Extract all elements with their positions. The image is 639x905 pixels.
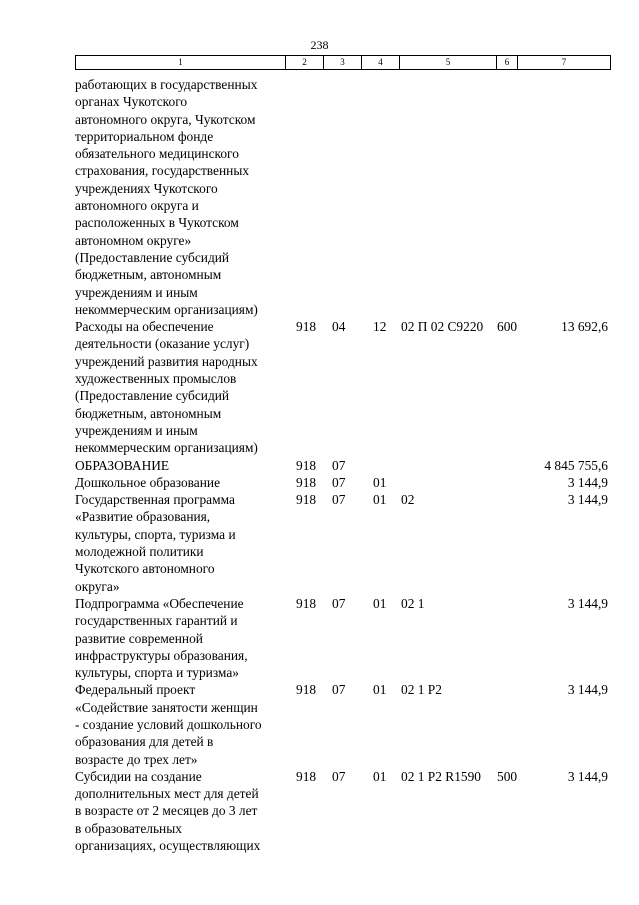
expense-type-cell: 600	[497, 319, 518, 335]
expense-type-cell	[496, 491, 517, 595]
section-code-cell: 07	[332, 768, 346, 784]
subsection-code-cell: 01	[373, 595, 387, 611]
ministry-code-cell: 918	[296, 474, 317, 490]
item-name-cell	[75, 768, 285, 854]
item-name-line: Дошкольное образование	[75, 474, 221, 490]
item-name-cell	[75, 595, 285, 681]
item-name-line: Государственная программа	[75, 492, 235, 508]
item-name-line: «Развитие образования,	[75, 509, 211, 525]
amount-cell: 3 144,9	[567, 768, 608, 784]
table-row	[75, 318, 610, 456]
item-name-line: деятельности (оказание услуг)	[75, 336, 250, 352]
ministry-code-cell: 918	[296, 595, 317, 611]
item-name-cell	[75, 681, 285, 767]
target-article-cell: 02 1	[401, 595, 425, 611]
target-article-cell: 02 П 02 С9220	[401, 319, 484, 335]
table-row	[75, 595, 610, 681]
amount-cell: 3 144,9	[567, 595, 608, 611]
target-article-cell	[399, 457, 496, 474]
target-article-cell	[399, 474, 496, 491]
item-name-line: Расходы на обеспечение	[75, 319, 214, 335]
section-code-cell: 07	[332, 457, 346, 473]
table-row	[75, 457, 610, 474]
budget-table	[75, 76, 610, 854]
expense-type-cell	[496, 595, 517, 681]
table-row	[75, 474, 610, 491]
expense-type-cell	[496, 474, 517, 491]
column-header-row	[76, 56, 611, 70]
item-name-line: дополнительных мест для детей	[75, 786, 259, 802]
column-number-2: 2	[286, 56, 324, 70]
item-name-cell	[75, 491, 285, 595]
subsection-code-cell: 01	[373, 682, 387, 698]
ministry-code-cell: 918	[296, 457, 317, 473]
item-name-line: культуры, спорта, туризма и	[75, 526, 236, 542]
amount-cell: 3 144,9	[567, 474, 608, 490]
item-name-line: некоммерческим организациям)	[75, 301, 258, 317]
section-code-cell	[323, 76, 361, 318]
item-name-line: Федеральный проект	[75, 682, 196, 698]
amount-cell: 3 144,9	[567, 682, 608, 698]
column-header-table	[75, 55, 611, 70]
table-row	[75, 768, 610, 854]
item-name-line: культуры, спорта и туризма»	[75, 665, 239, 681]
item-name-line: работающих в государственных	[75, 77, 258, 92]
target-article-cell: 02 1 P2 R1590	[401, 768, 481, 784]
ministry-code-cell: 918	[296, 319, 317, 335]
item-name-line: учреждениям и иным	[75, 422, 198, 438]
section-code-cell: 07	[332, 492, 346, 508]
section-code-cell: 04	[332, 319, 346, 335]
item-name-line: ОБРАЗОВАНИЕ	[75, 457, 170, 473]
table-row	[75, 491, 610, 595]
column-number-4: 4	[362, 56, 400, 70]
item-name-line: территориальном фонде	[75, 128, 214, 144]
amount-cell	[517, 76, 610, 318]
item-name-line: учреждениях Чукотского	[75, 180, 218, 196]
item-name-line: автономном округе»	[75, 232, 192, 248]
item-name-line: автономного округа, Чукотском	[75, 111, 256, 127]
column-number-1: 1	[76, 56, 286, 70]
ministry-code-cell: 918	[296, 768, 317, 784]
subsection-code-cell: 12	[373, 319, 387, 335]
ministry-code-cell: 918	[296, 492, 317, 508]
item-name-line: Субсидии на создание	[75, 768, 202, 784]
item-name-line: организациях, осуществляющих	[75, 838, 261, 854]
item-name-line: органах Чукотского	[75, 94, 188, 110]
section-code-cell: 07	[332, 682, 346, 698]
item-name-line: образования для детей в	[75, 734, 214, 750]
subsection-code-cell: 01	[373, 768, 387, 784]
column-number-6: 6	[497, 56, 518, 70]
item-name-line: «Содействие занятости женщин	[75, 699, 258, 715]
item-name-cell	[75, 76, 285, 318]
item-name-line: Чукотского автономного	[75, 561, 215, 577]
item-name-line: в образовательных	[75, 820, 182, 836]
item-name-line: возрасте до трех лет»	[75, 751, 198, 767]
section-code-cell: 07	[332, 595, 346, 611]
item-name-line: расположенных в Чукотском	[75, 215, 239, 231]
table-row	[75, 681, 610, 767]
item-name-line: - создание условий дошкольного	[75, 716, 262, 732]
amount-cell: 4 845 755,6	[544, 457, 608, 473]
subsection-code-cell: 01	[373, 474, 387, 490]
ministry-code-cell: 918	[296, 682, 317, 698]
column-number-3: 3	[324, 56, 362, 70]
item-name-line: бюджетным, автономным	[75, 267, 222, 283]
item-name-line: обязательного медицинского	[75, 146, 239, 162]
item-name-cell	[75, 457, 285, 474]
amount-cell: 13 692,6	[561, 319, 608, 335]
expense-type-cell	[496, 457, 517, 474]
item-name-line: Подпрограмма «Обеспечение	[75, 595, 244, 611]
target-article-cell	[399, 76, 496, 318]
item-name-line: автономного округа и	[75, 198, 199, 214]
target-article-cell: 02 1 P2	[401, 682, 442, 698]
expense-type-cell: 500	[497, 768, 518, 784]
subsection-code-cell	[361, 76, 399, 318]
page-number: 238	[310, 38, 329, 52]
expense-type-cell	[496, 681, 517, 767]
subsection-code-cell	[361, 457, 399, 474]
item-name-cell	[75, 474, 285, 491]
item-name-line: государственных гарантий и	[75, 613, 238, 629]
item-name-line: округа»	[75, 578, 120, 594]
ministry-code-cell	[285, 76, 323, 318]
section-code-cell: 07	[332, 474, 346, 490]
table-row	[75, 76, 610, 318]
item-name-line: (Предоставление субсидий	[75, 388, 230, 404]
amount-cell: 3 144,9	[567, 492, 608, 508]
expense-type-cell	[496, 76, 517, 318]
item-name-line: учреждениям и иным	[75, 284, 198, 300]
subsection-code-cell: 01	[373, 492, 387, 508]
item-name-line: инфраструктуры образования,	[75, 647, 248, 663]
item-name-line: в возрасте от 2 месяцев до 3 лет	[75, 803, 258, 819]
column-number-5: 5	[400, 56, 497, 70]
column-number-7: 7	[518, 56, 611, 70]
item-name-line: бюджетным, автономным	[75, 405, 222, 421]
item-name-line: страхования, государственных	[75, 163, 250, 179]
item-name-line: (Предоставление субсидий	[75, 249, 230, 265]
budget-table-body	[75, 76, 610, 854]
item-name-line: учреждений развития народных	[75, 353, 258, 369]
item-name-line: некоммерческим организациям)	[75, 440, 258, 456]
item-name-line: молодежной политики	[75, 544, 204, 560]
item-name-line: художественных промыслов	[75, 371, 237, 387]
item-name-cell	[75, 318, 285, 456]
target-article-cell: 02	[401, 492, 415, 508]
item-name-line: развитие современной	[75, 630, 203, 646]
